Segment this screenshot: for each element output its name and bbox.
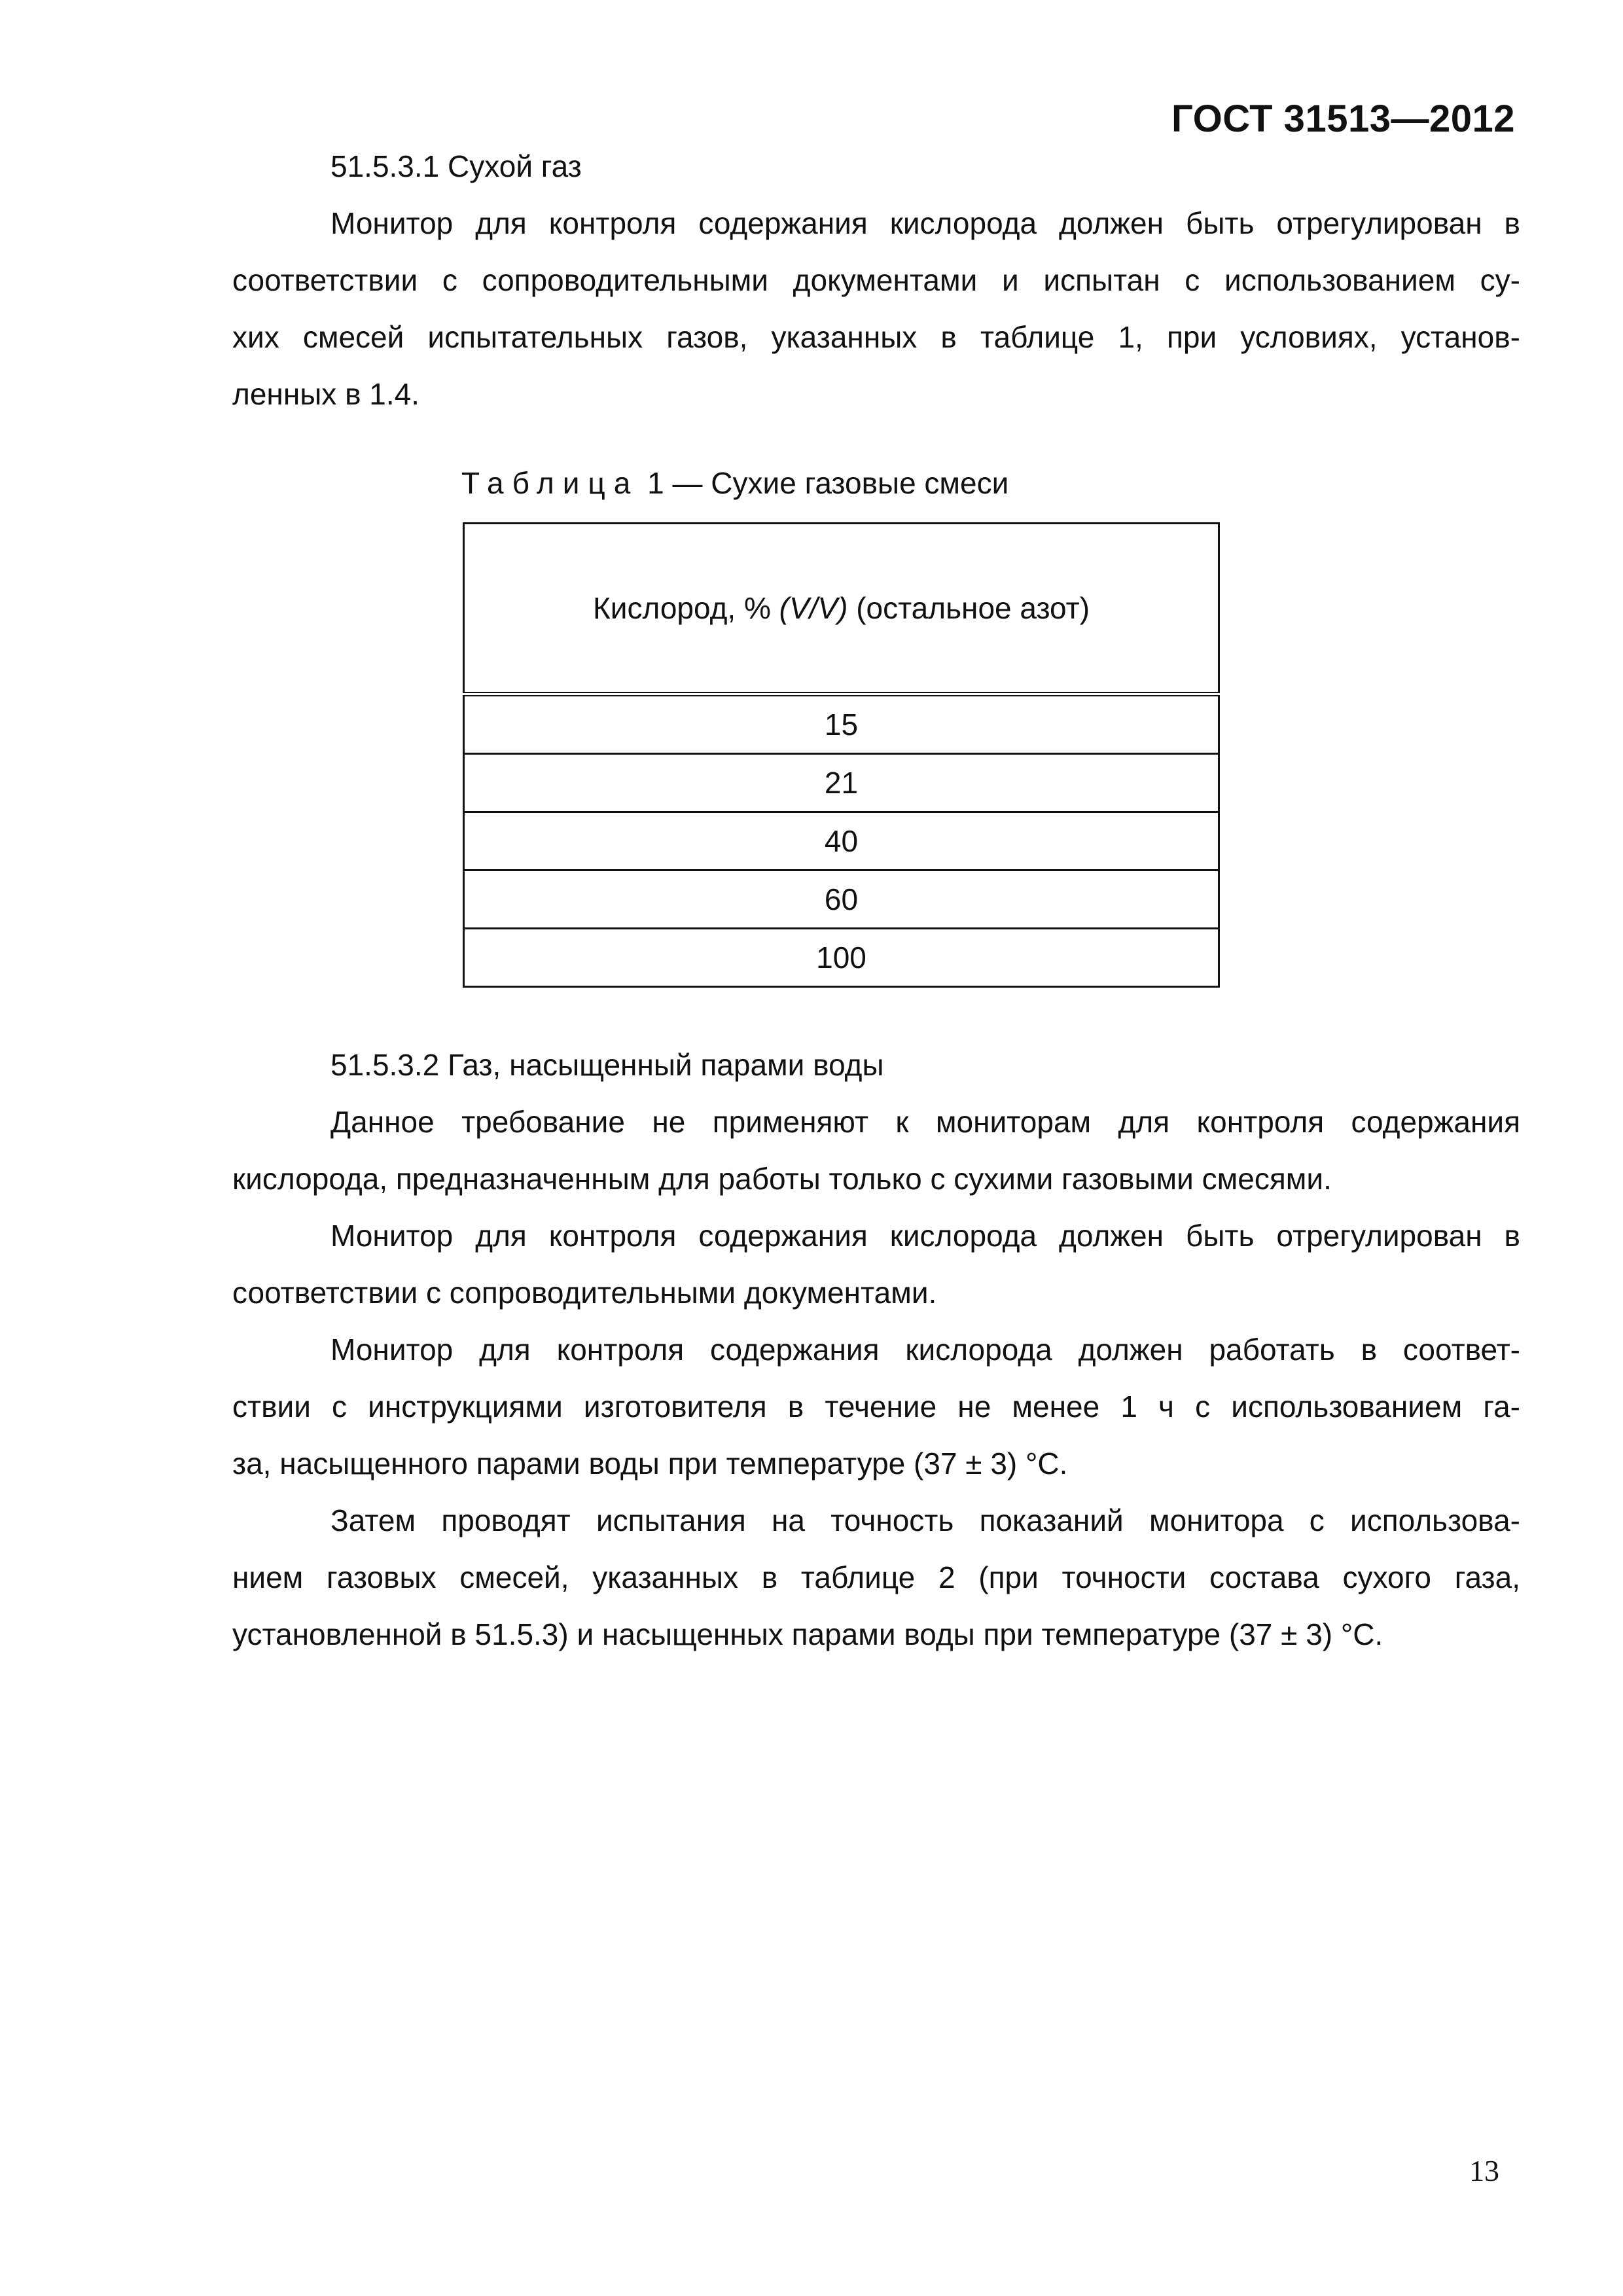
text-line: установленной в 51.5.3) и насыщенных парами воды при температуре (37 ± 3) °С. [232,1617,1383,1651]
text-line: кислорода, предназначенным для работы только с сухими газовыми смесями. [232,1162,1332,1196]
table-caption-title: 1 — Сухие газовые смеси [647,466,1009,500]
paragraph-adjustment [232,1208,1520,1321]
paragraph-dry-gas [232,195,1520,423]
table-header-oxygen [464,524,1219,694]
table-cell: 21 [464,754,1219,812]
text-line: ленных в 1.4. [232,377,420,411]
table-cell: 60 [464,870,1219,929]
text-line: Данное требование не применяют к мониторам для контроля содержания [330,1105,1520,1139]
document-code: ГОСТ 31513—2012 [1171,98,1515,140]
text-line: нием газовых смесей, указанных в таблице 2 (при точности состава сухого газа, [232,1560,1520,1594]
paragraph-accuracy-test [232,1492,1520,1663]
paragraph-operation [232,1321,1520,1492]
table-caption-label: Таблица [461,466,639,500]
header-note: (остальное азот) [856,591,1090,625]
section-heading-saturated-gas: 51.5.3.2 Газ, насыщенный парами воды [330,1048,884,1082]
table-caption [461,455,1008,512]
table-row [464,812,1219,870]
page-number: 13 [1469,2154,1499,2187]
dry-gas-mixtures-table [463,522,1220,988]
text-line: ствии с инструкциями изготовителя в течение не менее 1 ч с использованием га- [232,1390,1520,1424]
text-line: Монитор для контроля содержания кислорода должен работать в соответ- [330,1333,1520,1367]
text-line: Монитор для контроля содержания кислорода должен быть отрегулирован в [330,1219,1520,1253]
paragraph-not-applicable [232,1094,1520,1208]
text-line: соответствии с сопроводительными документами и испытан с использованием су- [232,263,1520,297]
text-line: соответствии с сопроводительными документами. [232,1276,937,1310]
text-line: хих смесей испытательных газов, указанных в таблице 1, при условиях, установ- [232,320,1520,354]
table-row [464,929,1219,987]
table-cell: 40 [464,812,1219,870]
table-row [464,754,1219,812]
table-cell: 100 [464,929,1219,987]
text-line: за, насыщенного парами воды при температуре (37 ± 3) °С. [232,1446,1068,1480]
header-text: Кислород, % [592,591,771,625]
table-cell: 15 [464,694,1219,754]
section-heading-dry-gas: 51.5.3.1 Сухой газ [330,149,582,183]
header-unit: (V/V) [779,591,848,625]
table-row [464,870,1219,929]
table-row [464,694,1219,754]
text-line: Затем проводят испытания на точность показаний монитора с использова- [330,1503,1520,1537]
text-line: Монитор для контроля содержания кислорода должен быть отрегулирован в [330,206,1520,240]
